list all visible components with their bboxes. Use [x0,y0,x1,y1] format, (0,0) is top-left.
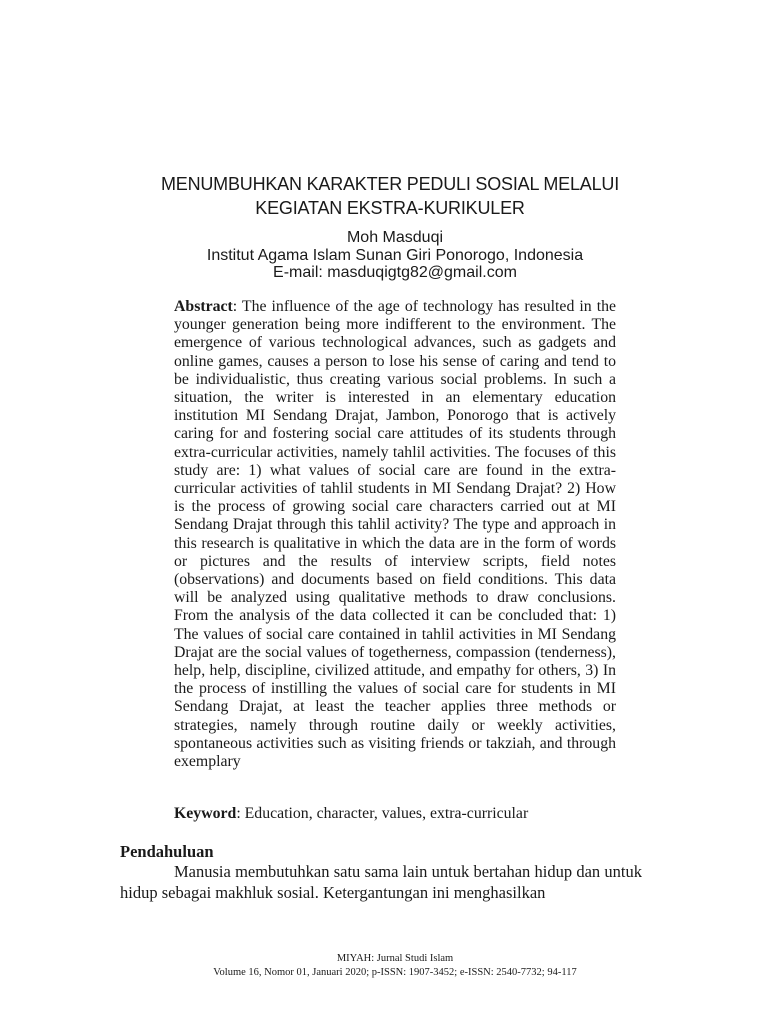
abstract-label: Abstract [174,298,233,315]
author-name: Moh Masduqi [346,229,444,246]
keyword-label: Keyword [174,805,237,822]
body-paragraph: Manusia membutuhkan satu sama lain untuk bertahan hidup dan untuk hidup sebagai makhluk sosial. Ketergantungan ini menghasilkan [120,862,642,902]
paper-title [100,172,680,220]
author-affiliation: Institut Agama Islam Sunan Giri Ponorogo, Indonesia [206,246,584,264]
author-email: E-mail: masduqigtg82@gmail.com [273,264,517,281]
author-block [130,229,660,282]
keyword-line [174,805,616,823]
abstract-text: : The influence of the age of technology has resulted in the younger generation being more indifferent to the environment. The emergence of various technological advances, such as gadgets and online games, causes a person to lose his sense of caring and tend to be individualistic, thus creating various social problems. In such a situation, the writer is interested in an elementary education institution MI Sendang Drajat, Jambon, Ponorogo that is actively caring for and fostering social care attitudes of its students through extra-curricular activities, namely tahlil activities. The focuses of this study are: 1) what values of social care are found in the extra-curricular activities of tahlil students in MI Sendang Drajat? 2) How is the process of growing social care characters carried out at MI Sendang Drajat through this tahlil activity? The type and approach in this research is qualitative in which the data are in the form of words or pictures and the results of interview scripts, field notes (observations) and documents based on field conditions. This data will be analyzed using qualitative methods to draw conclusions. From the analysis of the data collected it can be concluded that: 1) The values of social care contained in tahlil activities in MI Sendang Drajat are the social values of togetherness, compassion (tenderness), help, help, discipline, civilized attitude, and empathy for others, 3) In the process of instilling the values of social care for students in MI Sendang Drajat, at least the teacher applies three methods or strategies, namely through routine daily or weekly activities, spontaneous activities such as visiting friends or takziah, and through exemplary [174,298,616,771]
footer-citation: Volume 16, Nomor 01, Januari 2020; p-ISSN: 1907-3452; e-ISSN: 2540-7732; 94-117 [213,967,577,978]
title-line-2: KEGIATAN EKSTRA-KURIKULER [255,198,525,218]
page-footer [100,952,690,980]
section-heading: Pendahuluan [120,842,214,861]
abstract-paragraph [174,298,616,771]
title-line-1: MENUMBUHKAN KARAKTER PEDULI SOSIAL MELALUI [160,174,620,194]
footer-journal: MIYAH: Jurnal Studi Islam [336,953,454,964]
keyword-text: : Education, character, values, extra-curricular [236,805,529,822]
